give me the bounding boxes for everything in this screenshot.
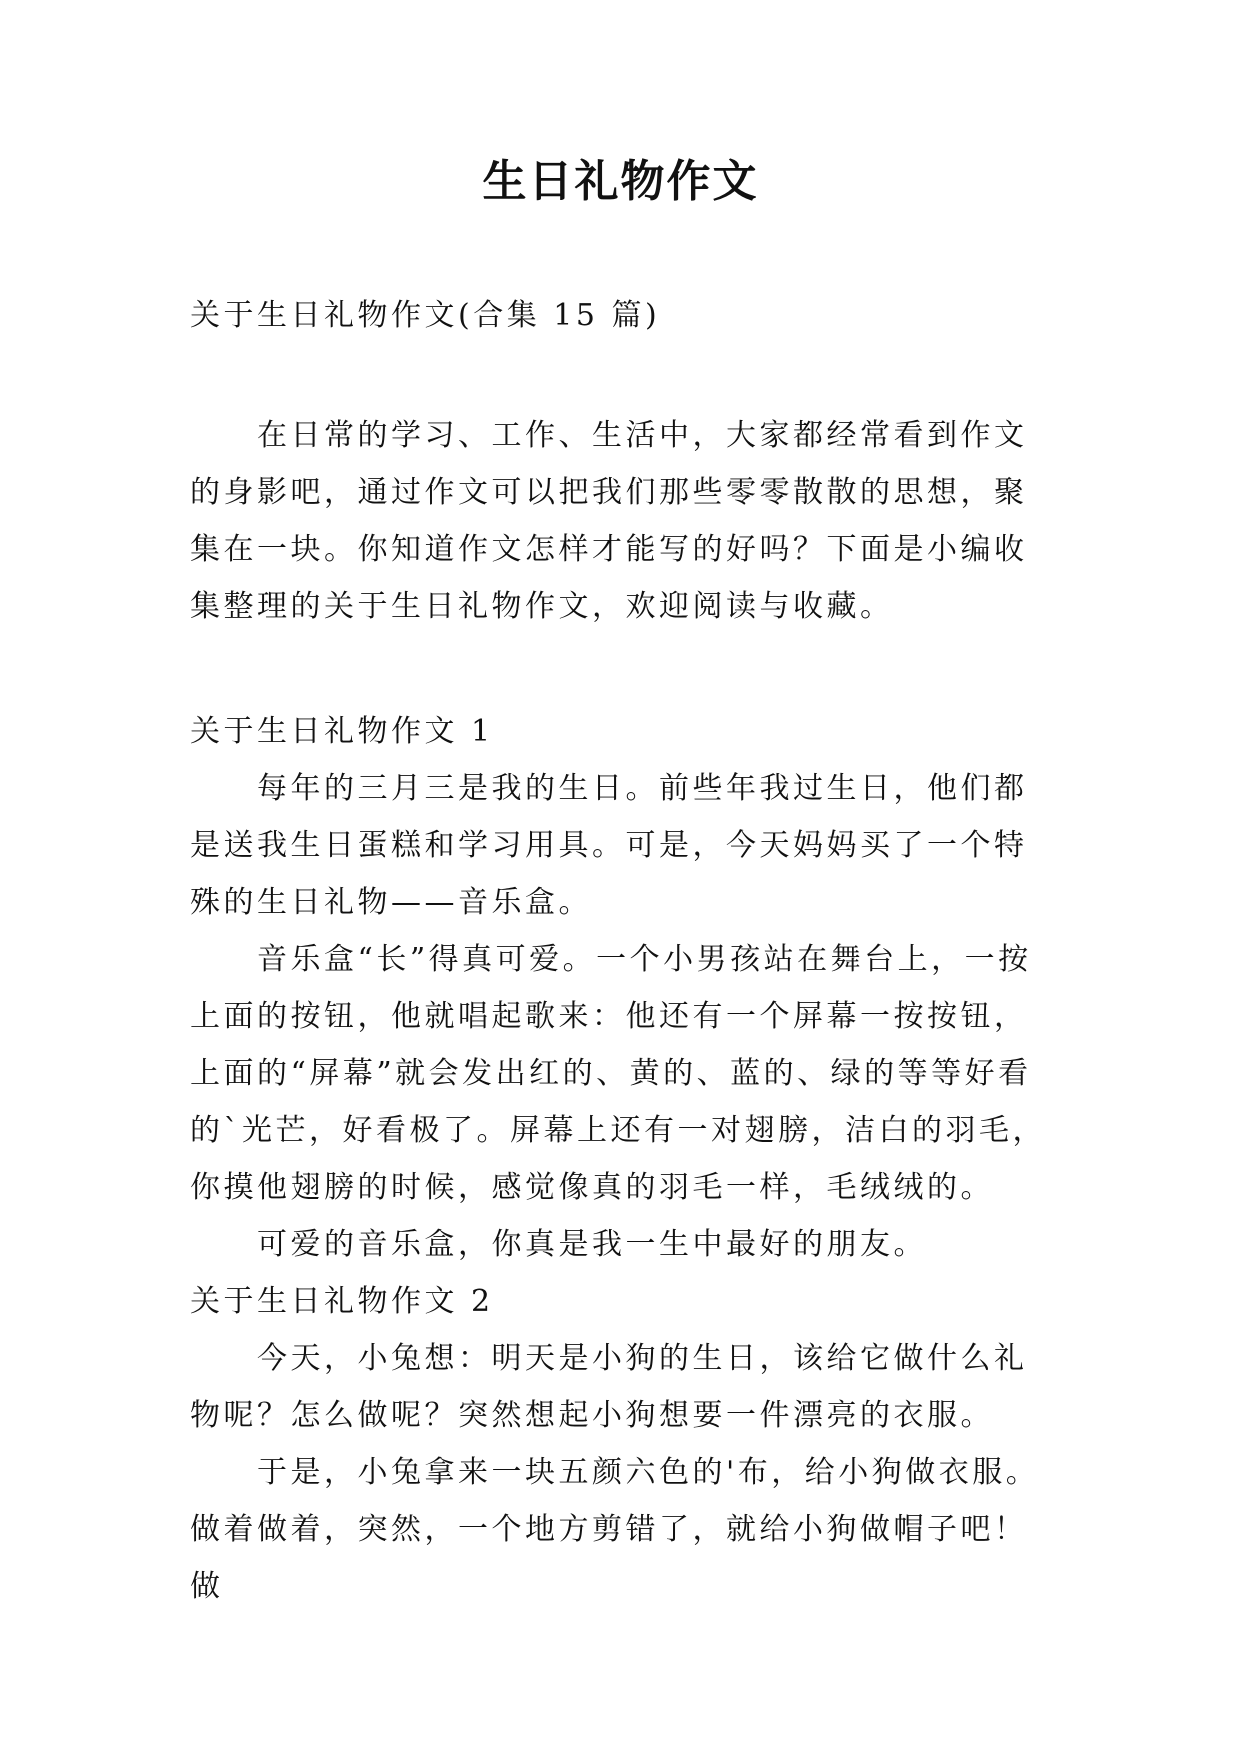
- essay-heading: 关于生日礼物作文 2: [190, 1284, 494, 1319]
- document-subtitle: 关于生日礼物作文(合集 15 篇): [190, 298, 661, 333]
- essay-heading: 关于生日礼物作文 1: [190, 714, 494, 749]
- essay-section: [190, 703, 1050, 1273]
- essay-paragraph: 今天，小兔想：明天是小狗的生日，该给它做什么礼物呢？怎么做呢？突然想起小狗想要一件漂亮的衣服。: [190, 1341, 1028, 1433]
- essay-paragraph: 每年的三月三是我的生日。前些年我过生日，他们都是送我生日蛋糕和学习用具。可是，今天妈妈买了一个特殊的生日礼物——音乐盒。: [190, 771, 1028, 920]
- document-title: 生日礼物作文: [482, 156, 759, 207]
- essay-paragraph: 可爱的音乐盒，你真是我一生中最好的朋友。: [257, 1227, 927, 1262]
- intro-section: [190, 407, 1050, 635]
- essay-section: [190, 1273, 1050, 1615]
- essay-paragraph: 于是，小兔拿来一块五颜六色的'布，给小狗做衣服。做着做着，突然，一个地方剪错了，就给小狗做帽子吧！做: [190, 1455, 1040, 1604]
- intro-paragraph: 在日常的学习、工作、生活中，大家都经常看到作文的身影吧，通过作文可以把我们那些零零散散的思想，聚集在一块。你知道作文怎样才能写的好吗？下面是小编收集整理的关于生日礼物作文，欢迎阅读与收藏。: [190, 418, 1028, 624]
- essay-list: [190, 703, 1050, 1615]
- essay-paragraph: 音乐盒“长”得真可爱。一个小男孩站在舞台上，一按上面的按钮，他就唱起歌来：他还有一个屏幕一按按钮，上面的“屏幕”就会发出红的、黄的、蓝的、绿的等等好看的`光芒，好看极了。屏幕上还有一对翅膀，洁白的羽毛，你摸他翅膀的时候，感觉像真的羽毛一样，毛绒绒的。: [190, 942, 1046, 1205]
